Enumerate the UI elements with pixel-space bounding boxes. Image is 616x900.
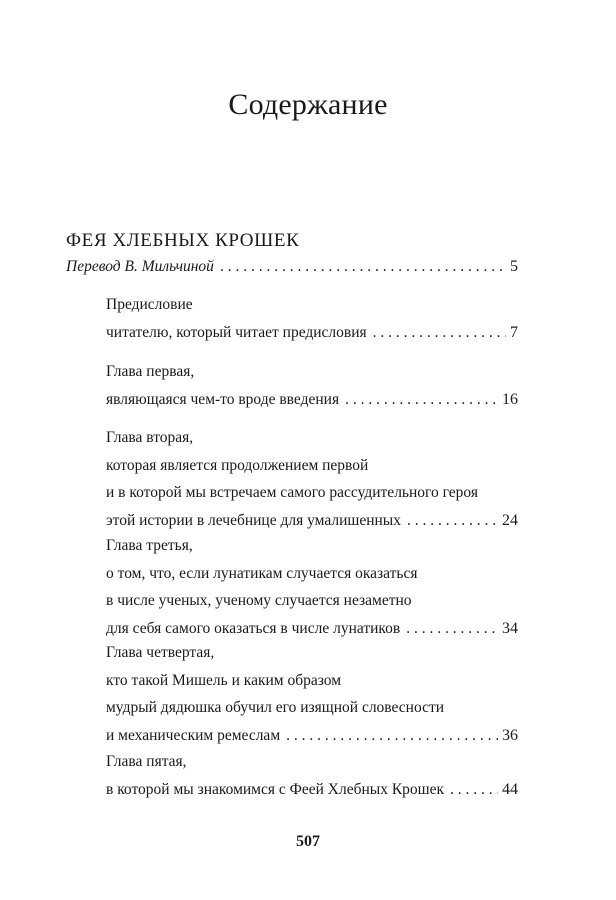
toc-page-number: 34 [502, 619, 518, 637]
toc-entry-text: для себя самого оказаться в числе лунатиков [106, 619, 401, 637]
toc-entry-line: Глава первая, [106, 363, 195, 380]
toc-entry-text: являющаяся чем-то вроде введения [106, 390, 340, 408]
toc-entry-line: о том, что, если лунатикам случается оказаться [106, 564, 418, 582]
toc-entry-chapter-3[interactable] [106, 532, 518, 642]
toc-entry-line: Глава четвертая, [106, 644, 215, 661]
toc-page-number: 7 [510, 323, 518, 341]
translator-page-number: 5 [510, 258, 518, 275]
toc-entry-line: кто такой Мишель и каким образом [106, 671, 342, 689]
dot-leader [286, 722, 498, 750]
toc-page-number: 36 [502, 726, 518, 744]
toc-entry-last-line [106, 776, 518, 804]
toc-entry-line: которая является продолжением первой [106, 456, 369, 474]
toc-entry-text: и механическим ремеслам [106, 726, 281, 744]
dot-leader [450, 776, 498, 804]
dot-leader [220, 257, 506, 277]
toc-entry-line: Глава третья, [106, 537, 193, 554]
toc-entry-last-line [106, 507, 518, 535]
toc-entry-line: Глава вторая, [106, 429, 194, 446]
toc-page-number: 44 [502, 780, 518, 798]
translator-credit: Перевод В. Мильчиной [66, 258, 214, 275]
toc-entry-line: в числе ученых, ученому случается незаметно [106, 592, 412, 609]
toc-entry-line: и в которой мы встречаем самого рассудительного героя [106, 484, 478, 501]
toc-page-number: 24 [502, 511, 518, 529]
toc-entry-chapter-4[interactable] [106, 639, 518, 749]
toc-entry-chapter-2[interactable] [106, 424, 518, 534]
toc-entry-chapter-1[interactable] [106, 358, 518, 413]
dot-leader [345, 386, 498, 414]
dot-leader [373, 319, 506, 347]
toc-entry-text: этой истории в лечебнице для умалишенных [106, 511, 401, 529]
toc-entry-last-line [106, 722, 518, 750]
folio-page-number: 507 [296, 833, 320, 850]
toc-entry-last-line [106, 615, 518, 643]
dot-leader [406, 615, 498, 643]
toc-entry-last-line [106, 319, 518, 347]
toc-entry-last-line [106, 386, 518, 414]
toc-entry-line: Глава пятая, [106, 753, 187, 770]
toc-entry-preface[interactable] [106, 291, 518, 346]
toc-entry-text: в которой мы знакомимся с Феей Хлебных Крошек [106, 780, 445, 798]
dot-leader [407, 507, 498, 535]
section-title: ФЕЯ ХЛЕБНЫХ КРОШЕК [66, 230, 300, 251]
toc-entry-line: мудрый дядюшка обучил его изящной словесности [106, 699, 445, 716]
page-heading: Содержание [228, 88, 388, 121]
toc-entry-text: читателю, который читает предисловия [106, 323, 367, 341]
toc-page-number: 16 [502, 390, 518, 408]
toc-entry-chapter-5[interactable] [106, 748, 518, 803]
toc-entry-line: Предисловие [106, 296, 193, 313]
translator-entry[interactable] [66, 257, 518, 277]
